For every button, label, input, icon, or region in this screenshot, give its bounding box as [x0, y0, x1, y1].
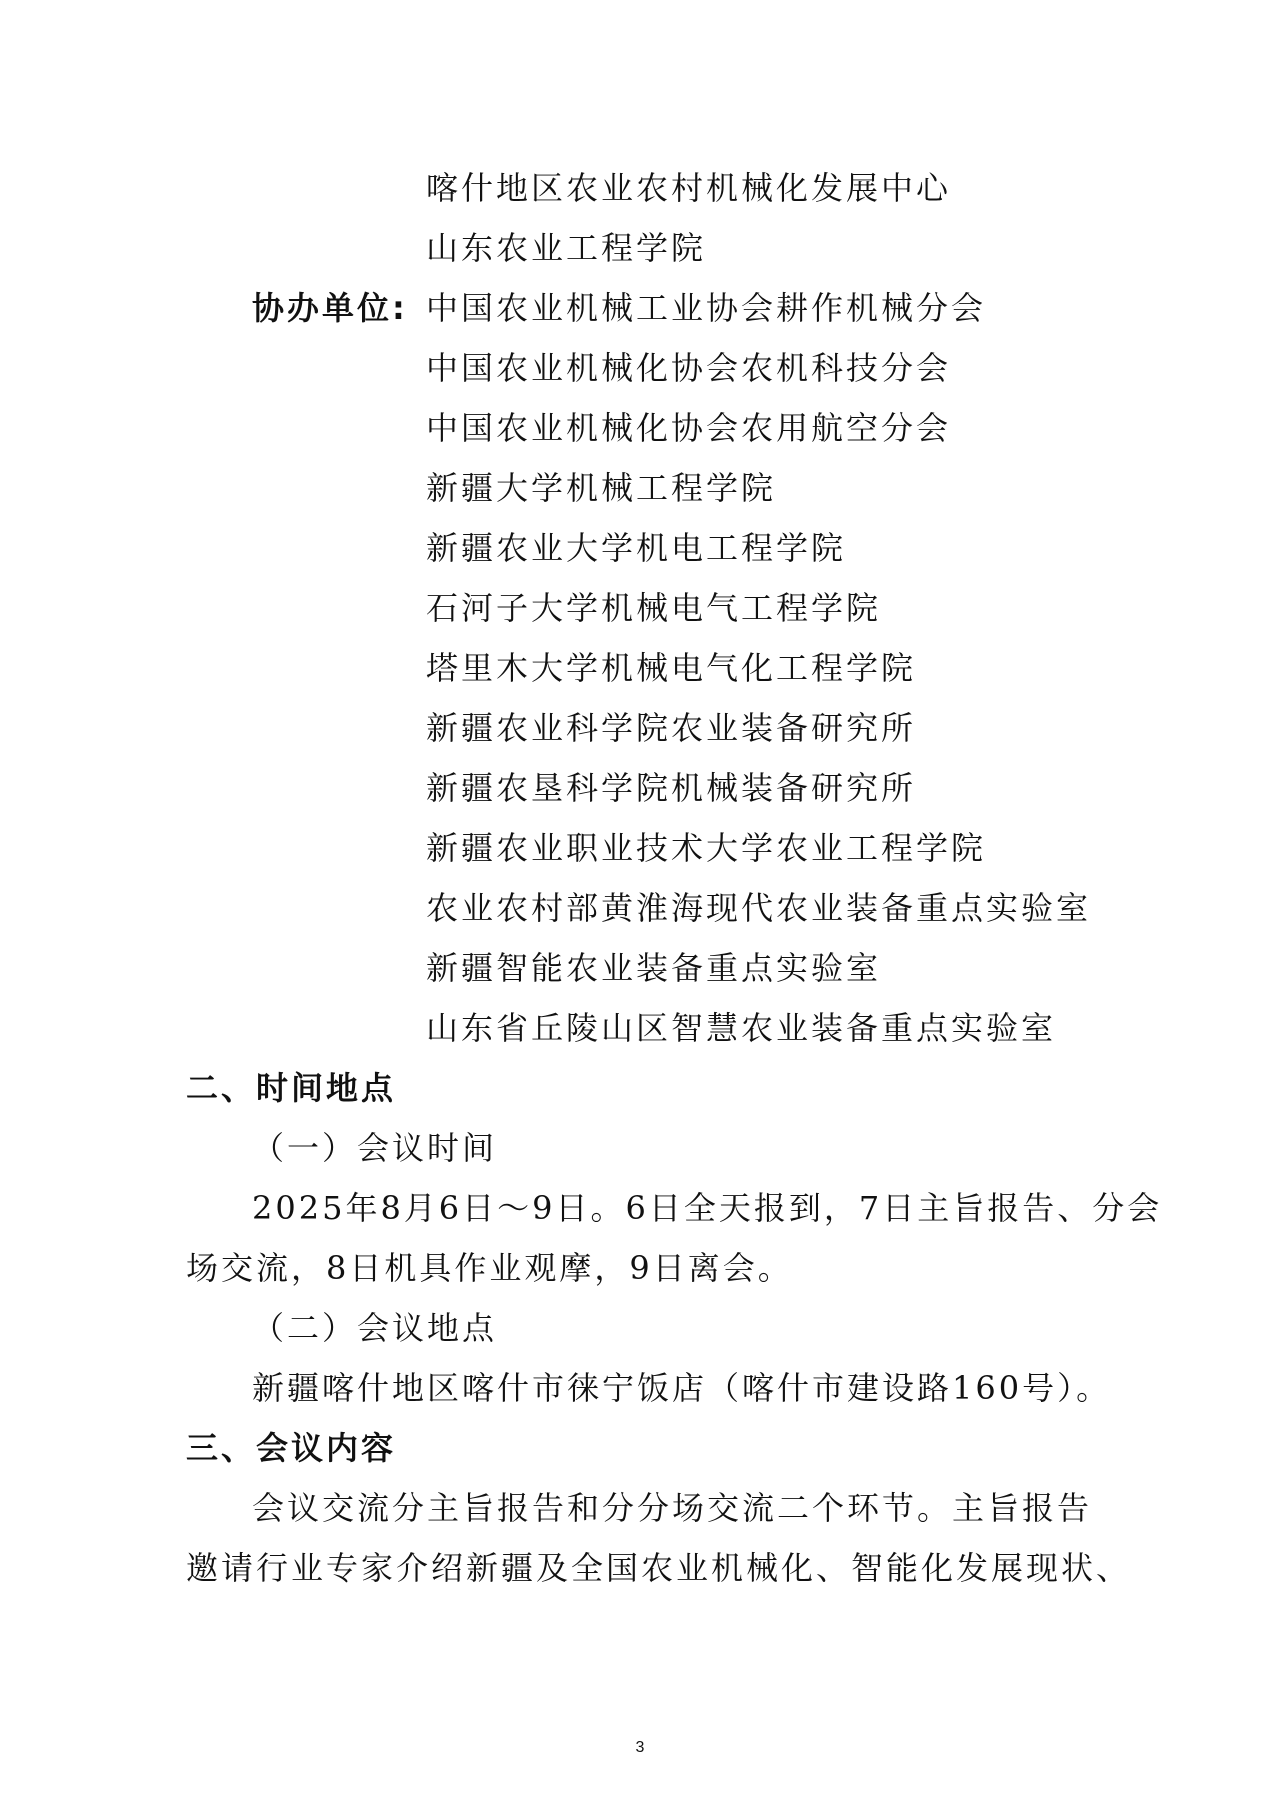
co-organizer-line: 新疆农业职业技术大学农业工程学院: [426, 829, 987, 867]
co-organizer-line: 新疆智能农业装备重点实验室: [426, 949, 882, 987]
content-text: 会议交流分主旨报告和分分场交流二个环节。主旨报告: [252, 1489, 1093, 1527]
section-heading-time-place: 二、时间地点: [186, 1069, 397, 1107]
meeting-time-text: 2025年8月6日～9日。6日全天报到，7日主旨报告、分会: [252, 1189, 1163, 1227]
subheading-meeting-place: （二）会议地点: [252, 1309, 498, 1347]
co-organizer-line: 中国农业机械化协会农用航空分会: [426, 409, 952, 447]
host-unit-line: 山东农业工程学院: [426, 229, 707, 267]
host-unit-line: 喀什地区农业农村机械化发展中心: [426, 169, 952, 207]
co-organizer-line: 石河子大学机械电气工程学院: [426, 589, 882, 627]
co-organizer-line: 农业农村部黄淮海现代农业装备重点实验室: [426, 889, 1092, 927]
co-organizer-line: 中国农业机械化协会农机科技分会: [426, 349, 952, 387]
co-organizer-line: 塔里木大学机械电气化工程学院: [426, 649, 917, 687]
co-organizers-label: 协办单位:: [252, 289, 408, 327]
section-heading-content: 三、会议内容: [186, 1429, 397, 1467]
meeting-time-text-cont: 场交流，8日机具作业观摩，9日离会。: [186, 1249, 793, 1287]
co-organizer-line: 新疆农业科学院农业装备研究所: [426, 709, 917, 747]
co-organizer-line: 中国农业机械工业协会耕作机械分会: [426, 289, 987, 327]
page-number: 3: [635, 1739, 645, 1756]
subheading-meeting-time: （一）会议时间: [252, 1129, 498, 1167]
co-organizer-line: 新疆大学机械工程学院: [426, 469, 777, 507]
co-organizer-line: 山东省丘陵山区智慧农业装备重点实验室: [426, 1009, 1057, 1047]
co-organizer-line: 新疆农业大学机电工程学院: [426, 529, 847, 567]
meeting-place-text: 新疆喀什地区喀什市徕宁饭店（喀什市建设路160号）。: [252, 1369, 1112, 1407]
co-organizer-line: 新疆农垦科学院机械装备研究所: [426, 769, 917, 807]
content-text-cont: 邀请行业专家介绍新疆及全国农业机械化、智能化发展现状、: [186, 1549, 1132, 1587]
